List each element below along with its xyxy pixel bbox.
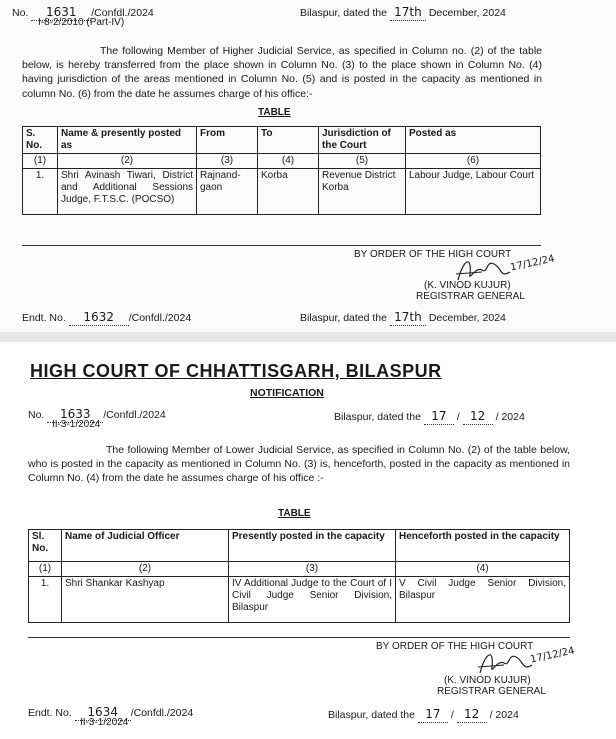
bottom-table-title: TABLE — [278, 508, 311, 519]
order-date-line: Bilaspur, dated the 17th December, 2024 — [300, 4, 506, 21]
table-row: 1. Shri Avinash Tiwari, District and Additional Sessions Judge, F.T.S.C. (POCSO) Rajnand-gaon Korba Revenue District Korba Labour Judge, Labour Court — [23, 169, 541, 215]
table-header-row: Sl. No. Name of Judicial Officer Presently posted in the capacity Henceforth posted in the capacity — [29, 530, 570, 562]
court-heading: HIGH COURT OF CHHATTISGARH, BILASPUR — [30, 361, 442, 381]
notification-number-line: No. 1633 /Confdl./2024 — [28, 406, 166, 423]
signatory-name: (K. VINOD KUJUR) — [424, 280, 511, 291]
notification-title: NOTIFICATION — [250, 387, 324, 399]
file-reference: I-8-2/2010 (Part-IV) — [38, 17, 125, 28]
notification-number-value: 1633 — [47, 406, 103, 423]
signatory-name: (K. VINOD KUJUR) — [444, 675, 531, 686]
notification-endorsement-line: Endt. No. 1634 /Confdl./2024 — [28, 704, 193, 721]
table-colnum-row: (1) (2) (3) (4) (5) (6) — [23, 154, 541, 169]
signatory-designation: REGISTRAR GENERAL — [437, 686, 546, 697]
top-table-title: TABLE — [258, 107, 291, 118]
notification-date-day: 17 — [424, 408, 454, 425]
order-date-day: 17th — [390, 4, 426, 21]
table-colnum-row: (1) (2) (3) (4) — [29, 562, 570, 577]
notification-paragraph: The following Member of Lower Judicial Service, as specified in Column No. (2) of the table below, who is posted in the capacity as mentioned in Column No. (3) is, henceforth, posted in the capacity as mentioned in Column No. (4) from the date he assumes charge of his office :- — [28, 444, 570, 485]
notification-file-reference: II-3-1/2024 — [52, 419, 101, 430]
transfer-table — [22, 126, 541, 215]
notification-endorsement-number: 1634 — [75, 704, 131, 721]
by-order-text: BY ORDER OF THE HIGH COURT — [376, 641, 534, 652]
endorsement-number: 1632 — [69, 309, 129, 326]
notification-endorsement-day: 17 — [418, 706, 448, 723]
order-number-line: No. 1631 /Confdl./2024 — [12, 4, 154, 21]
signature-date: 17/12/24 — [529, 645, 576, 666]
order-number-value: 1631 — [31, 4, 91, 21]
table-header-row: S. No. Name & presently posted as From To Jurisdiction of the Court Posted as — [23, 127, 541, 154]
notification-date-line: Bilaspur, dated the 17 / 12 / 2024 — [334, 408, 525, 425]
table-row: 1. Shri Shankar Kashyap IV Additional Judge to the Court of I Civil Judge Senior Division, Bilaspur V Civil Judge Senior Division, Bilaspur — [29, 577, 570, 623]
notification-endorsement-file-reference: II-3-1/2024 — [80, 717, 129, 728]
order-paragraph: The following Member of Higher Judicial Service, as specified in Column no. (2) of the table below, is hereby transferred from the place shown in Column No. (3) to the place shown in Column No. (4) having jurisdiction of the areas mentioned in Column No. (5) and is posted in the capacity as mentioned in column No. (6) from the date he assumes charge of his office:- — [22, 45, 542, 100]
top-divider — [22, 245, 541, 246]
endorsement-date-line: Bilaspur, dated the 17th December, 2024 — [300, 309, 506, 326]
by-order-text: BY ORDER OF THE HIGH COURT — [354, 249, 512, 260]
bottom-divider — [28, 637, 570, 638]
endorsement-line: Endt. No. 1632 /Confdl./2024 — [22, 309, 191, 326]
panel-separator — [0, 332, 616, 342]
endorsement-date-day: 17th — [390, 309, 426, 326]
notification-date-month: 12 — [463, 408, 493, 425]
signature-date: 17/12/24 — [509, 253, 556, 274]
posting-table — [28, 529, 570, 623]
signatory-designation: REGISTRAR GENERAL — [416, 291, 525, 302]
notification-endorsement-date-line: Bilaspur, dated the 17 / 12 / 2024 — [328, 706, 519, 723]
notification-endorsement-month: 12 — [457, 706, 487, 723]
